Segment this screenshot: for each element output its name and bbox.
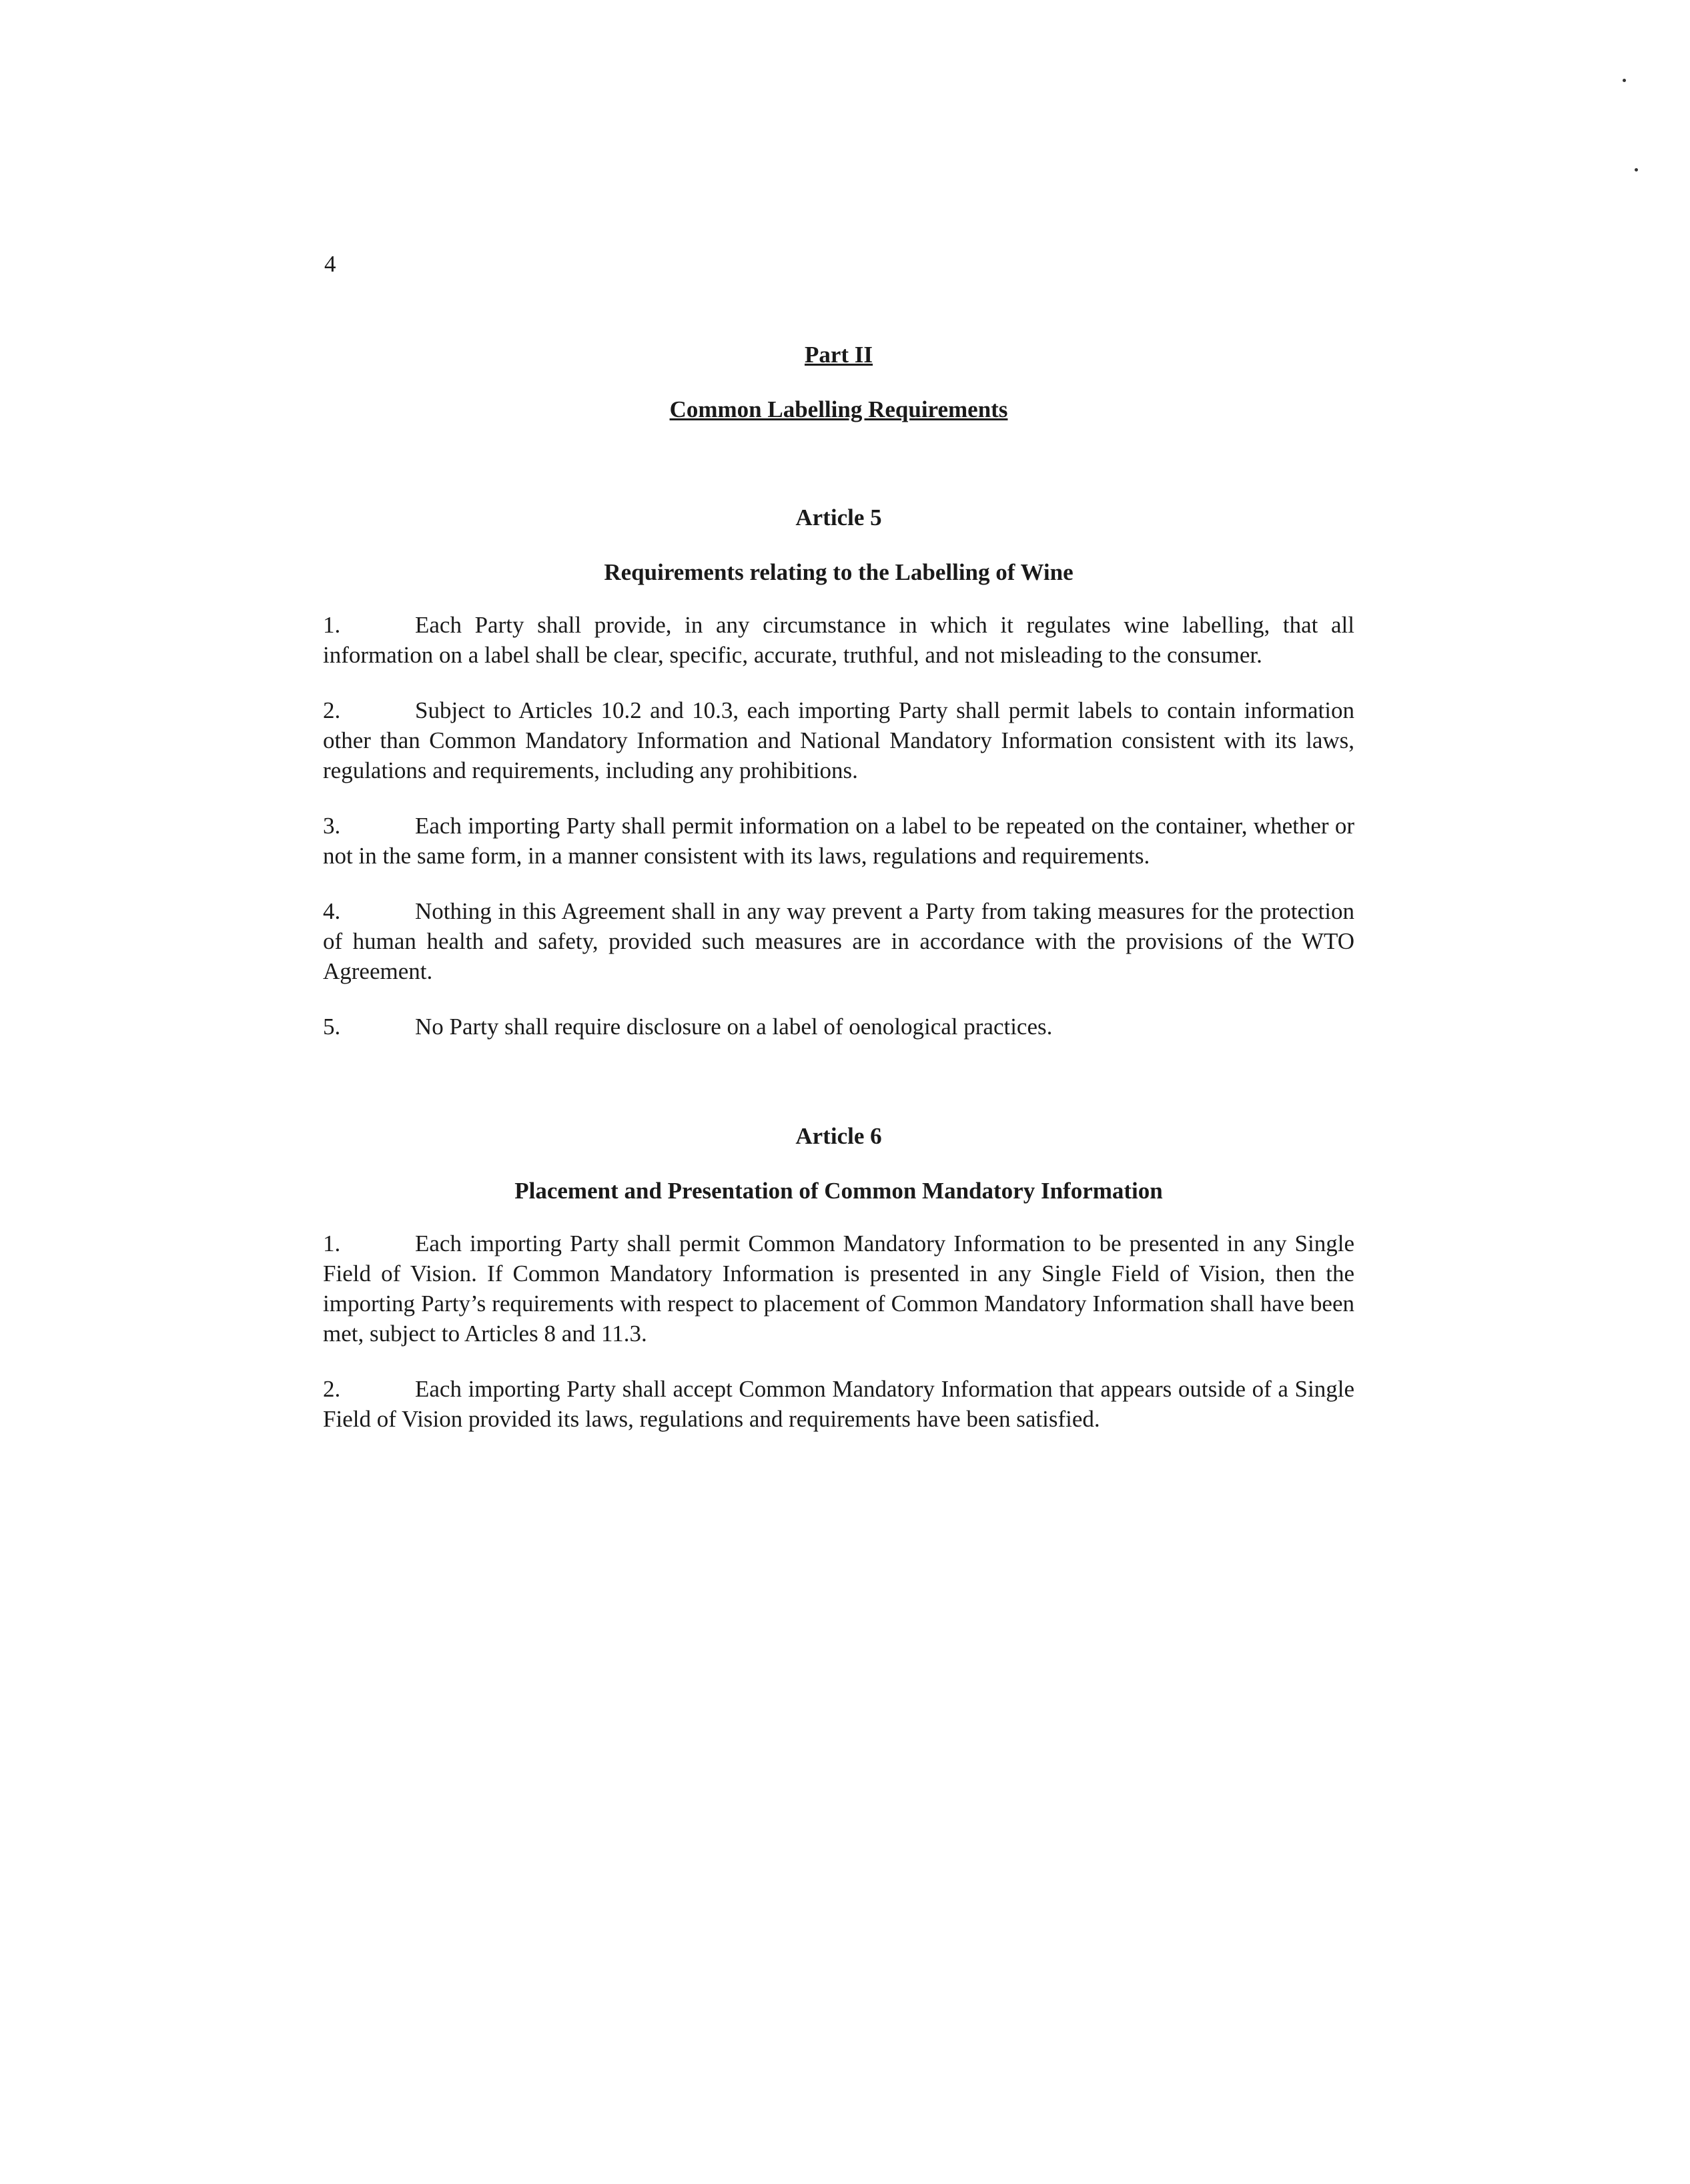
paragraph-number: 3. (323, 813, 341, 839)
scan-speck (1623, 79, 1626, 82)
article-heading: Article 5 (795, 504, 882, 530)
page-number: 4 (324, 251, 336, 277)
paragraph-number: 5. (323, 1014, 341, 1040)
article-heading: Article 6 (795, 1123, 882, 1149)
scan-speck (1635, 168, 1638, 171)
article-paragraph (323, 811, 1354, 871)
paragraph-text: Each importing Party shall accept Common Mandatory Information that appears outside of a Single Field of Vision provided its laws, regulations and requirements have been satisfied. (323, 1376, 1354, 1432)
paragraph-text: Each importing Party shall permit Common Mandatory Information to be presented in any Single Field of Vision. If Common Mandatory Information is presented in any Single Field of Vision, then the importing Party’s requirements with respect to placement of Common Mandatory Information shall have been met, subject to Articles 8 and 11.3. (323, 1230, 1354, 1347)
article-paragraph (323, 896, 1354, 986)
paragraph-number: 2. (323, 1376, 341, 1402)
paragraph-text: Nothing in this Agreement shall in any way prevent a Party from taking measures for the protection of human health and safety, provided such measures are in accordance with the provisions of the WTO Agreement. (323, 898, 1354, 984)
article-paragraph (323, 1374, 1354, 1434)
paragraph-number: 4. (323, 898, 341, 924)
document-body (323, 340, 1354, 1434)
article-paragraph (323, 1012, 1354, 1042)
part-title: Part II (804, 342, 873, 368)
paragraph-number: 1. (323, 612, 341, 638)
article-title: Requirements relating to the Labelling of Wine (604, 559, 1074, 585)
article-paragraph (323, 610, 1354, 670)
paragraph-number: 1. (323, 1230, 341, 1256)
article-title: Placement and Presentation of Common Mandatory Information (514, 1178, 1163, 1204)
part-subtitle: Common Labelling Requirements (669, 396, 1008, 422)
article-paragraph (323, 695, 1354, 785)
article-paragraph (323, 1228, 1354, 1349)
paragraph-text: No Party shall require disclosure on a label of oenological practices. (415, 1014, 1053, 1040)
paragraph-text: Subject to Articles 10.2 and 10.3, each importing Party shall permit labels to contain information other than Common Mandatory Information and National Mandatory Information consistent with its laws, regulations and requirements, including any prohibitions. (323, 697, 1354, 783)
paragraph-number: 2. (323, 697, 341, 723)
paragraph-text: Each importing Party shall permit information on a label to be repeated on the container, whether or not in the same form, in a manner consistent with its laws, regulations and requirements. (323, 813, 1354, 869)
paragraph-text: Each Party shall provide, in any circumstance in which it regulates wine labelling, that all information on a label shall be clear, specific, accurate, truthful, and not misleading to the consumer. (323, 612, 1354, 668)
